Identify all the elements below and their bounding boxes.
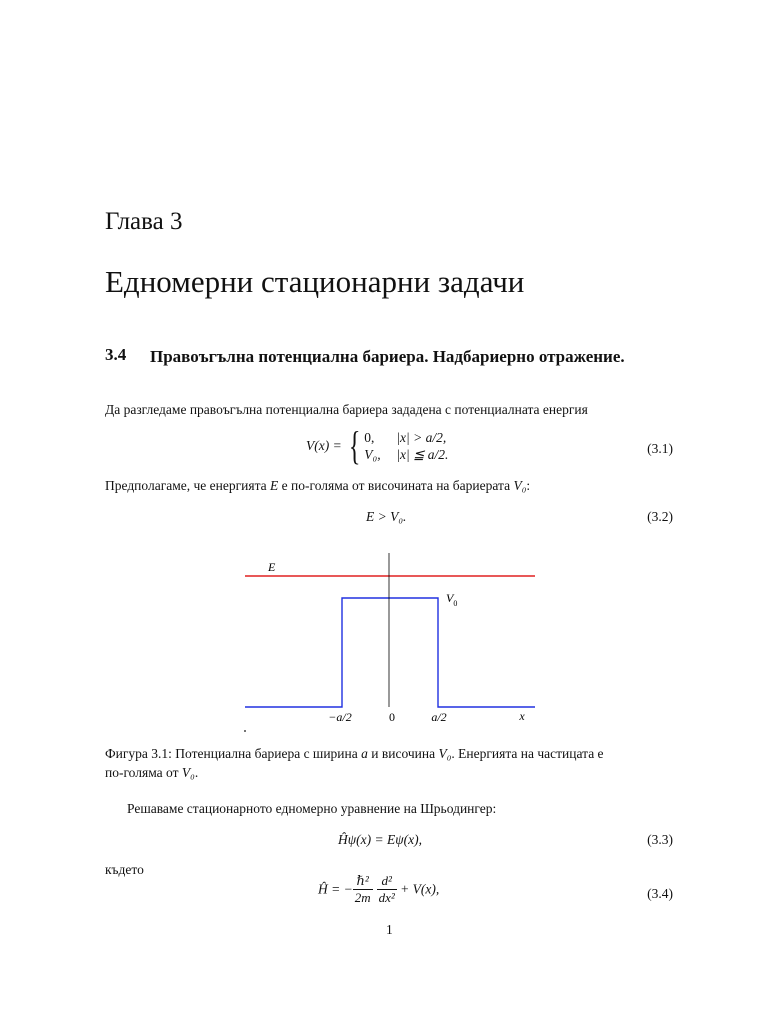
eq4-frac1-numerator: ℏ²: [353, 873, 373, 890]
equation-number-3-2: (3.2): [647, 509, 673, 524]
eq4-frac1-denominator: 2m: [354, 890, 371, 905]
section-title: Правоъгълна потенциална бариера. Надбариерно отражение.: [150, 347, 625, 366]
tick-label-zero: 0: [389, 710, 395, 724]
figure-artifact-dot: [244, 730, 246, 732]
equation-3-3: Ĥψ(x) = Eψ(x),: [338, 832, 422, 847]
equation-3-2: E > V₀.: [366, 509, 407, 524]
eq1-case1-value: 0,: [364, 430, 375, 445]
eq1-lhs: V(x) =: [306, 438, 346, 453]
chapter-heading: Глава 3: [105, 208, 183, 235]
eq4-rhs: + V(x),: [396, 881, 440, 897]
equation-number-3-1: (3.1): [647, 441, 673, 456]
caption-line2-pre: по-голяма от: [105, 765, 182, 780]
tick-label-minus-a2: −a/2: [328, 710, 352, 724]
section-number: 3.4: [105, 345, 127, 364]
eq4-frac2-numerator: d²: [377, 873, 397, 890]
equation-number-3-4: (3.4): [647, 886, 673, 901]
axis-label-x: x: [519, 709, 525, 723]
p2-text-mid: е по-голяма от височината на бариерата: [278, 478, 514, 493]
eq1-brace: {: [348, 423, 361, 468]
p2-text-pre: Предполагаме, че енергията: [105, 478, 271, 493]
tick-label-a2: a/2: [431, 710, 447, 724]
caption-line2-symbol-V0: V₀: [181, 765, 195, 780]
barrier-line: [245, 598, 535, 707]
eq4-fraction-derivative: [377, 873, 397, 906]
equation-number-3-3: (3.3): [647, 832, 673, 847]
eq1-case2-condition: |x| ≦ a/2.: [396, 447, 449, 462]
eq1-case2-value: V₀,: [364, 447, 381, 462]
label-E: E: [268, 560, 276, 574]
label-V0: $V_0$: [446, 591, 458, 608]
p2-symbol-V0: V₀: [513, 478, 527, 493]
paragraph-schrodinger: Решаваме стационарното едномерно уравнение на Шрьодингер:: [127, 801, 497, 816]
caption-text-pre: Фигура 3.1: Потенциална бариера с ширина: [105, 746, 362, 761]
eq4-fraction-hbar: [353, 873, 373, 906]
eq4-lhs: Ĥ = −: [318, 881, 353, 897]
p2-symbol-E: E: [270, 478, 279, 493]
paragraph-where: където: [105, 862, 144, 877]
page-number: 1: [386, 922, 393, 937]
paragraph-intro: Да разгледаме правоъгълна потенциална бариера зададена с потенциалната енергия: [105, 402, 588, 417]
p2-text-post: :: [526, 478, 531, 493]
caption-symbol-V0: V₀: [438, 746, 452, 761]
caption-text-post: . Енергията на частицата е: [451, 746, 604, 761]
eq1-case1-condition: |x| > a/2,: [396, 430, 447, 445]
equation-3-4: [318, 873, 439, 913]
figure-caption: [105, 744, 673, 782]
caption-text-mid: и височина: [367, 746, 439, 761]
eq4-frac2-denominator: dx²: [378, 890, 395, 905]
caption-symbol-a: a: [361, 746, 368, 761]
chapter-title: Едномерни стационарни задачи: [105, 264, 525, 299]
caption-line2-post: .: [194, 765, 199, 780]
